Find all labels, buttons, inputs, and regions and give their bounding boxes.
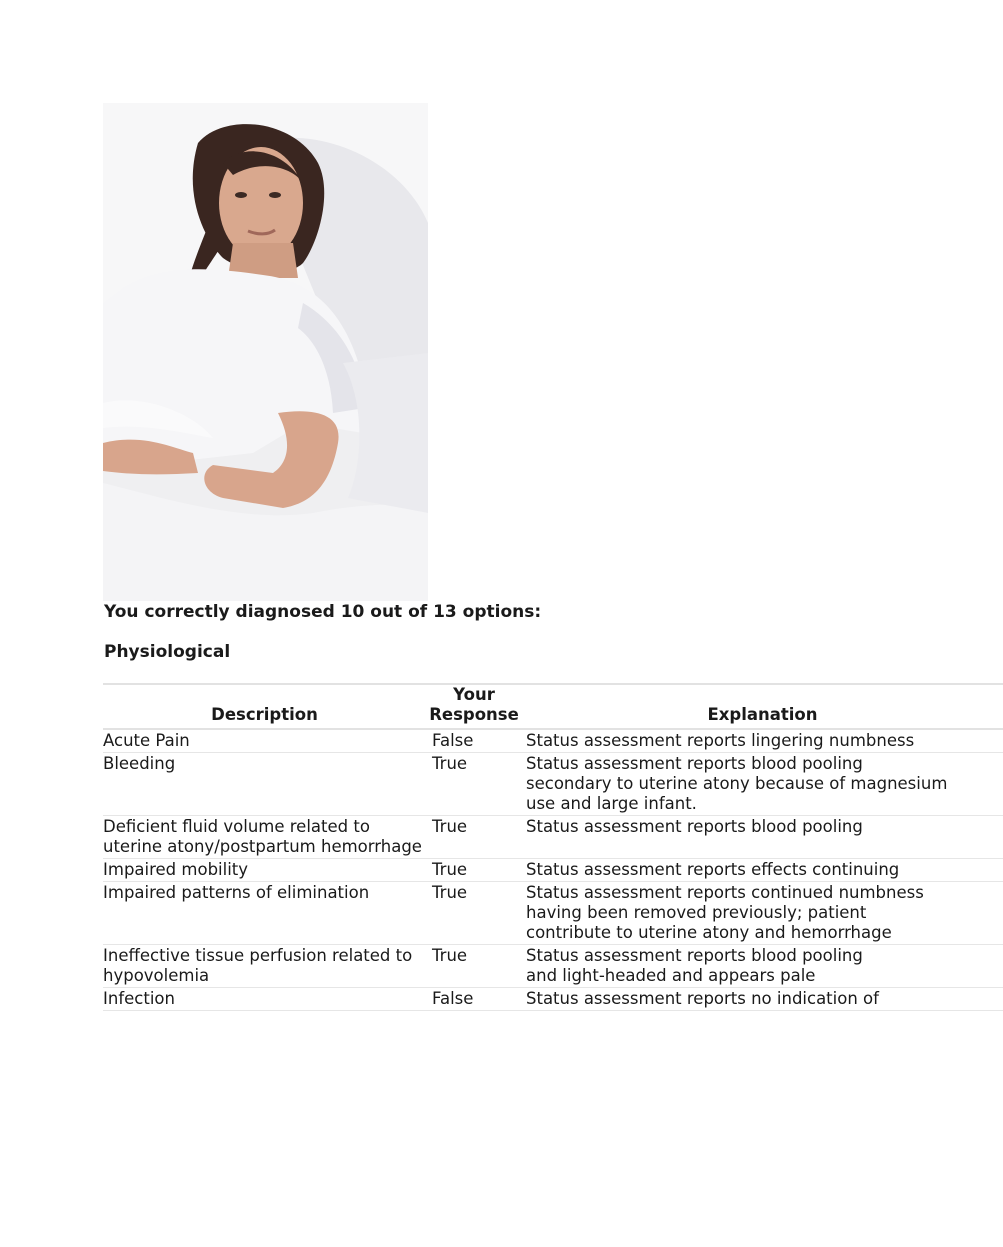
explanation-line: Status assessment reports blood pooling — [526, 754, 863, 773]
cell-description: Bleeding — [103, 753, 426, 816]
explanation-line: secondary to uterine atony because of magnesium — [526, 774, 948, 793]
header-description: Description — [103, 684, 426, 729]
cell-description: Deficient fluid volume related to uterine atony/postpartum hemorrhage — [103, 816, 426, 859]
table-row — [103, 988, 1003, 1011]
header-explanation: Explanation — [522, 684, 1003, 729]
diagnosis-table-container — [103, 683, 948, 1011]
cell-description: Ineffective tissue perfusion related to hypovolemia — [103, 945, 426, 988]
cell-explanation — [522, 729, 1003, 753]
explanation-line: and light-headed and appears pale — [526, 966, 816, 985]
diagnosis-summary: You correctly diagnosed 10 out of 13 options: — [104, 602, 542, 622]
patient-in-bed-image — [103, 103, 428, 601]
cell-response: True — [426, 882, 522, 945]
table-row — [103, 729, 1003, 753]
cell-explanation — [522, 988, 1003, 1011]
cell-response: True — [426, 816, 522, 859]
cell-description: Acute Pain — [103, 729, 426, 753]
cell-explanation — [522, 859, 1003, 882]
explanation-line: use and large infant. — [526, 794, 697, 813]
explanation-line: contribute to uterine atony and hemorrhage — [526, 923, 892, 942]
table-row — [103, 945, 1003, 988]
table-row — [103, 816, 1003, 859]
explanation-line: Status assessment reports lingering numbness — [526, 731, 915, 750]
cell-response: True — [426, 753, 522, 816]
header-your-response: Your Response — [426, 684, 522, 729]
explanation-line: Status assessment reports continued numbness — [526, 883, 924, 902]
explanation-line: Status assessment reports effects continuing — [526, 860, 900, 879]
explanation-line: having been removed previously; patient — [526, 903, 867, 922]
cell-explanation — [522, 753, 1003, 816]
explanation-line: Status assessment reports blood pooling — [526, 817, 863, 836]
cell-response: True — [426, 945, 522, 988]
cell-response: False — [426, 729, 522, 753]
cell-description: Impaired patterns of elimination — [103, 882, 426, 945]
cell-explanation — [522, 816, 1003, 859]
explanation-line: Status assessment reports no indication of — [526, 989, 879, 1008]
cell-description: Infection — [103, 988, 426, 1011]
cell-explanation — [522, 945, 1003, 988]
cell-response: True — [426, 859, 522, 882]
table-header-row — [103, 684, 1003, 729]
table-row — [103, 882, 1003, 945]
cell-response: False — [426, 988, 522, 1011]
explanation-line: Status assessment reports blood pooling — [526, 946, 863, 965]
diagnosis-table — [103, 683, 1003, 1011]
cell-explanation — [522, 882, 1003, 945]
table-row — [103, 753, 1003, 816]
table-row — [103, 859, 1003, 882]
patient-photo — [103, 103, 428, 601]
cell-description: Impaired mobility — [103, 859, 426, 882]
section-title-physiological: Physiological — [104, 642, 231, 662]
